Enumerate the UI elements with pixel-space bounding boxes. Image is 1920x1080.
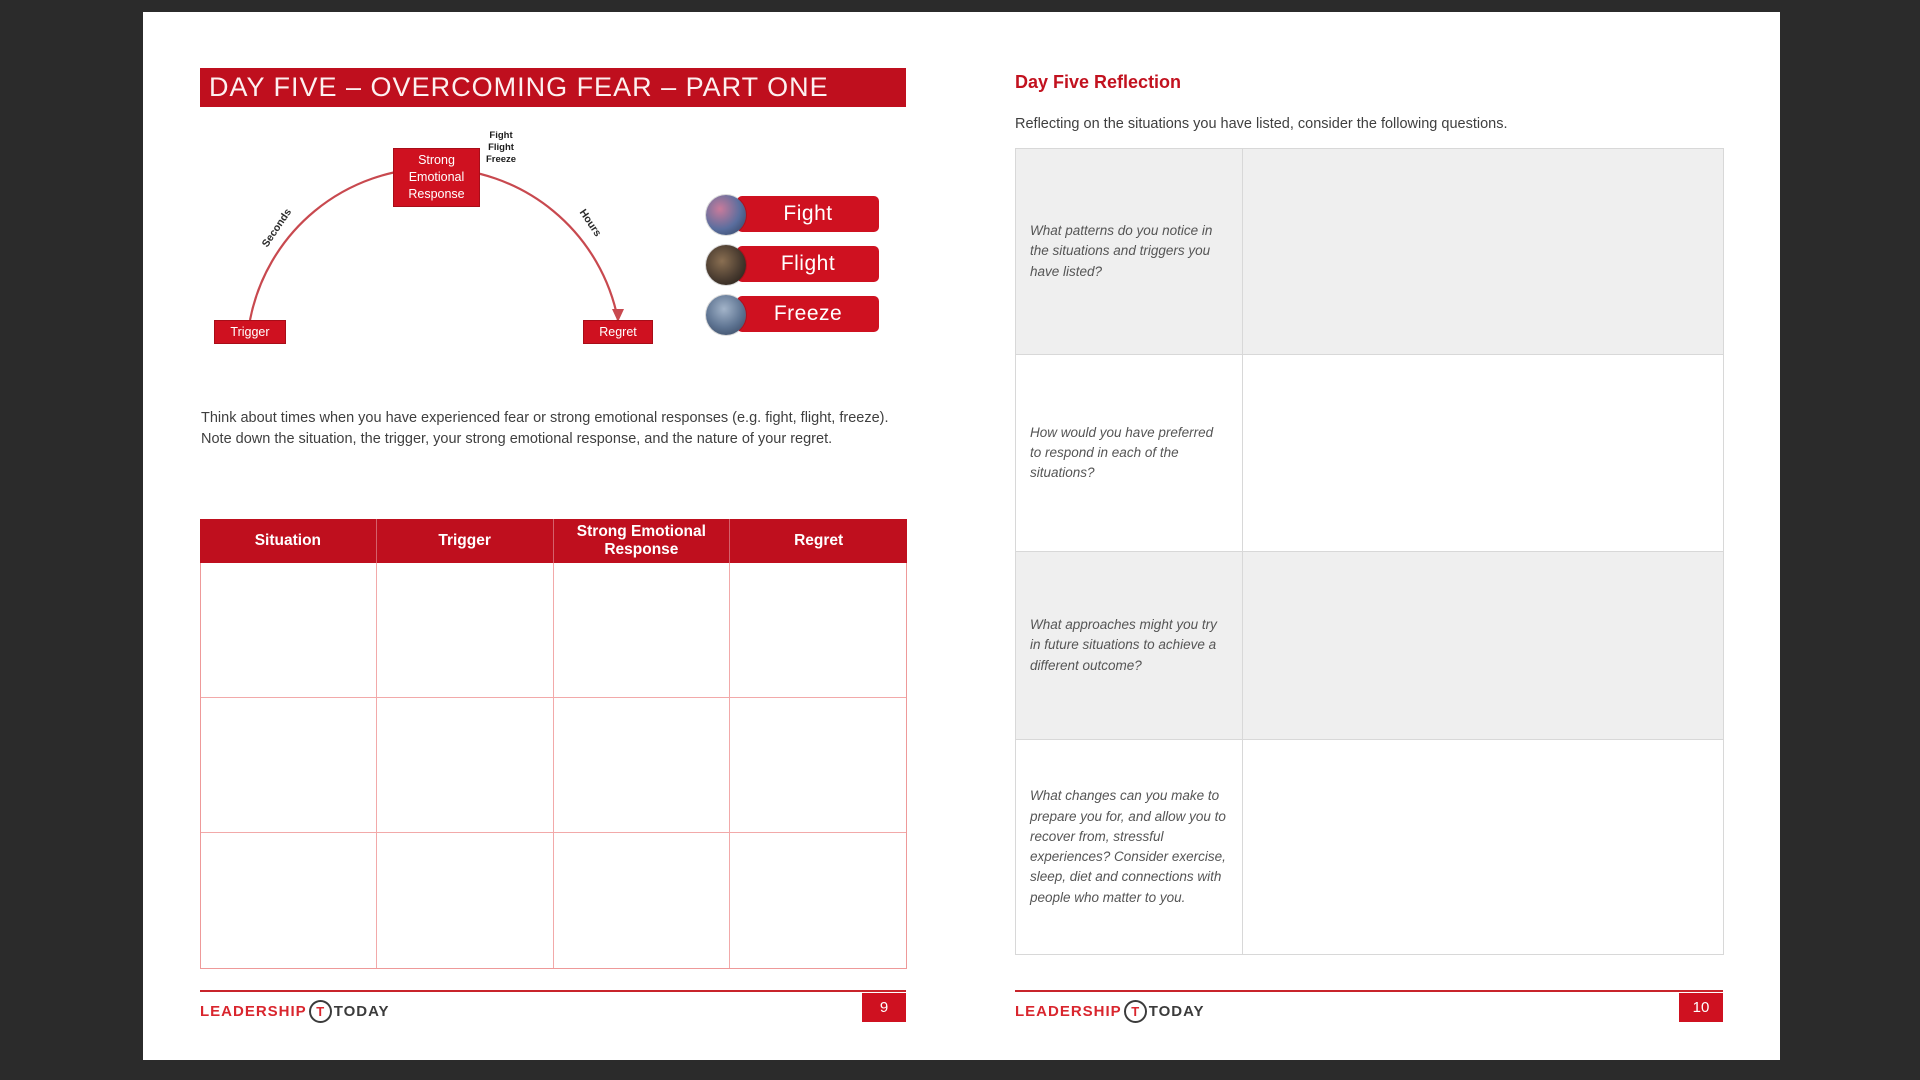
- worksheet-header-row: [200, 519, 907, 563]
- reflection-row: [1016, 740, 1723, 954]
- hours-axis-label: Hours: [576, 207, 604, 239]
- worksheet-instructions: Think about times when you have experienced fear or strong emotional responses (e.g. fight, flight, freeze). Note down the situation, the trigger, your strong emotional response, and the nature of your regret.: [201, 410, 889, 448]
- leadership-today-logo: [200, 1000, 390, 1023]
- leadership-today-t-icon: T: [1124, 1000, 1147, 1023]
- regret-node: Regret: [583, 320, 653, 344]
- brand-today-text: TODAY: [1148, 1003, 1205, 1020]
- column-header-trigger: Trigger: [377, 519, 554, 563]
- reflection-question: What approaches might you try in future situations to achieve a different outcome?: [1016, 552, 1243, 739]
- worksheet-cell[interactable]: [201, 563, 377, 698]
- page-number-badge: 9: [862, 993, 906, 1022]
- note-line: Fight: [489, 130, 513, 141]
- worksheet-cell[interactable]: [201, 833, 377, 968]
- people-arguing-photo: [706, 195, 746, 235]
- reflection-answer-area[interactable]: [1243, 740, 1723, 954]
- worksheet-cell[interactable]: [201, 698, 377, 833]
- footer-divider: [1015, 990, 1723, 992]
- reflection-row: [1016, 552, 1723, 740]
- worksheet-table: [200, 519, 907, 969]
- column-header-strong-emotional-response: Strong Emotional Response: [554, 519, 731, 563]
- worksheet-body: [200, 563, 907, 969]
- freeze-badge-label: Freeze: [737, 296, 879, 332]
- column-header-regret: Regret: [794, 532, 844, 550]
- reflection-intro: Reflecting on the situations you have listed, consider the following questions.: [1015, 116, 1508, 132]
- note-line: Flight: [488, 141, 514, 153]
- reflection-title: Day Five Reflection: [1015, 72, 1182, 92]
- worksheet-cell[interactable]: [554, 698, 730, 833]
- worksheet-cell[interactable]: [730, 563, 906, 698]
- seconds-axis-label: Seconds: [259, 206, 295, 250]
- reflection-answer-area[interactable]: [1243, 149, 1723, 354]
- fight-badge-label: Fight: [737, 196, 879, 232]
- worksheet-cell[interactable]: [730, 698, 906, 833]
- reflection-question: What patterns do you notice in the situations and triggers you have listed?: [1016, 149, 1243, 354]
- strong-emotional-response-node: Strong Emotional Response: [393, 148, 480, 207]
- worksheet-cell[interactable]: [730, 833, 906, 968]
- reflection-question: How would you have preferred to respond in each of the situations?: [1016, 355, 1243, 551]
- document-spread: [143, 12, 1780, 1060]
- leadership-today-logo: [1015, 1000, 1205, 1023]
- page-title: DAY FIVE – OVERCOMING FEAR – PART ONE: [200, 68, 906, 107]
- trigger-node: Trigger: [214, 320, 286, 344]
- leadership-today-t-icon: T: [309, 1000, 332, 1023]
- page-number-badge: 10: [1679, 993, 1723, 1022]
- worksheet-cell[interactable]: [554, 563, 730, 698]
- column-header-situation: Situation: [200, 519, 377, 563]
- reflection-row: [1016, 355, 1723, 552]
- reflection-row: [1016, 149, 1723, 355]
- reflection-table: [1015, 148, 1724, 955]
- brand-today-text: TODAY: [333, 1003, 390, 1020]
- footer-divider: [200, 990, 906, 992]
- brand-leadership-text: LEADERSHIP: [1015, 1003, 1122, 1020]
- worksheet-cell[interactable]: [377, 563, 553, 698]
- brand-leadership-text: LEADERSHIP: [200, 1003, 307, 1020]
- reflection-question: What changes can you make to prepare you for, and allow you to recover from, stressful experiences? Consider exercise, sleep, diet and connections with people who matter to you.: [1016, 740, 1243, 954]
- reflection-answer-area[interactable]: [1243, 355, 1723, 551]
- person-running-photo: [706, 245, 746, 285]
- worksheet-cell[interactable]: [554, 833, 730, 968]
- person-standing-photo: [706, 295, 746, 335]
- worksheet-cell[interactable]: [377, 698, 553, 833]
- reflection-answer-area[interactable]: [1243, 552, 1723, 739]
- fight-flight-freeze-note: [479, 130, 523, 166]
- worksheet-cell[interactable]: [377, 833, 553, 968]
- flight-badge-label: Flight: [737, 246, 879, 282]
- note-line: Freeze: [485, 153, 517, 165]
